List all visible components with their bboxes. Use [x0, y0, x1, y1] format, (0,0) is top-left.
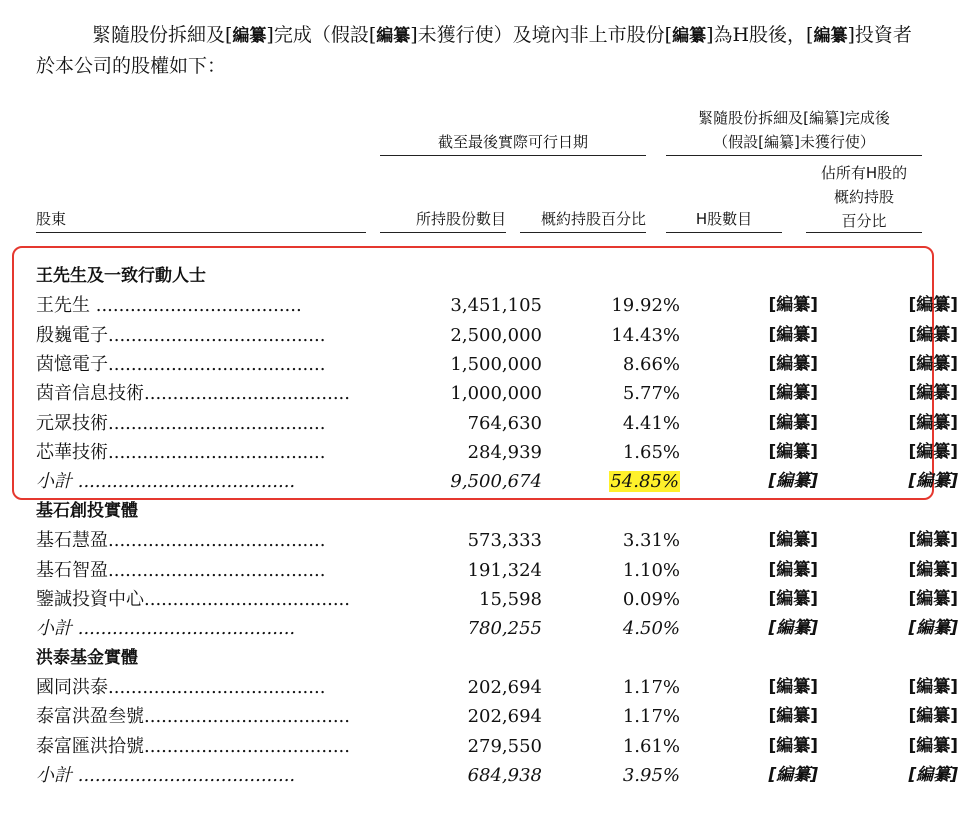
h-shares-cell: [編纂]: [768, 354, 818, 375]
table-row: [36, 526, 958, 555]
shares-held-cell: 3,451,105: [450, 295, 542, 317]
intro-text-5: ]投資者於本公司的股權如下：: [36, 24, 912, 77]
table-row: [36, 556, 958, 585]
subtotal-row: [36, 467, 958, 496]
h-pct-cell: [編纂]: [908, 764, 958, 785]
intro-text-2: ]完成（假設[: [266, 24, 377, 46]
table-row: [36, 438, 958, 467]
h-shares-cell: [編纂]: [768, 764, 818, 785]
h-shares-cell: [編纂]: [768, 676, 818, 697]
approx-pct-cell: 1.61%: [622, 735, 680, 757]
approx-pct-cell: 1.10%: [622, 559, 680, 581]
h-shares-cell: [編纂]: [768, 442, 818, 463]
approx-pct-cell: 8.66%: [622, 354, 680, 376]
intro-paragraph: [36, 20, 926, 81]
h-shares-cell: [編纂]: [768, 588, 818, 609]
h-shares-cell: [編纂]: [768, 295, 818, 316]
table-row: [36, 350, 958, 379]
table-row: [36, 702, 958, 731]
h-shares-cell: [編纂]: [768, 706, 818, 727]
approx-pct-cell: 3.31%: [622, 530, 680, 552]
redacted-mark: 編纂: [232, 26, 267, 46]
h-shares-cell: [編纂]: [768, 471, 818, 492]
approx-pct-cell: [556, 467, 680, 496]
h-pct-cell: [編纂]: [908, 676, 958, 697]
header-rule-as-of: [380, 155, 646, 156]
highlighted-percentage: 54.85%: [610, 471, 679, 493]
h-shares-cell: [編纂]: [768, 412, 818, 433]
redacted-mark: 編纂: [376, 26, 411, 46]
shares-held-cell: 279,550: [467, 735, 542, 757]
approx-pct-cell: 1.17%: [622, 676, 680, 698]
shares-held-cell: 1,000,000: [450, 383, 542, 405]
shareholder-name: 茵音信息技術....................................: [36, 383, 350, 405]
shares-held-cell: 780,255: [467, 618, 542, 640]
header-rule-h-shares: [666, 232, 782, 233]
h-shares-cell: [編纂]: [768, 530, 818, 551]
approx-pct-cell: 4.41%: [622, 412, 680, 434]
redacted-mark: 編纂: [813, 26, 848, 46]
h-pct-cell: [編纂]: [908, 354, 958, 375]
header-rule-holder: [36, 232, 366, 233]
shares-held-cell: 573,333: [467, 530, 542, 552]
shareholder-name: 基石慧盈......................................: [36, 530, 326, 552]
shares-held-cell: 15,598: [479, 588, 542, 610]
shares-held-cell: 202,694: [467, 676, 542, 698]
table-row: [36, 409, 958, 438]
approx-pct-cell: 1.17%: [622, 706, 680, 728]
h-pct-cell: [編纂]: [908, 706, 958, 727]
shares-held-cell: 284,939: [467, 442, 542, 464]
h-pct-cell: [編纂]: [908, 471, 958, 492]
table-row: [36, 673, 958, 702]
shareholder-name: 小計 ......................................: [36, 471, 296, 493]
shareholder-name: 基石智盈......................................: [36, 559, 326, 581]
approx-pct-cell: 5.77%: [622, 383, 680, 405]
group-heading-row: [36, 644, 926, 673]
h-shares-cell: [編纂]: [768, 383, 818, 404]
group-heading-row: [36, 262, 926, 291]
h-shares-cell: [編纂]: [768, 559, 818, 580]
subtotal-row: [36, 761, 958, 790]
shares-held-cell: 1,500,000: [450, 354, 542, 376]
shareholder-name: 小計 ......................................: [36, 764, 296, 786]
h-shares-cell: [編纂]: [768, 618, 818, 639]
header-rule-h-pct: [806, 232, 922, 233]
table-row: [36, 732, 958, 761]
group-heading-row: [36, 497, 926, 526]
header-rule-shares: [380, 232, 506, 233]
shareholder-name: 芯華技術......................................: [36, 442, 326, 464]
shareholder-name: 王先生 ....................................: [36, 295, 302, 317]
shareholder-name: 鑒誠投資中心....................................: [36, 588, 350, 610]
subtotal-row: [36, 614, 958, 643]
shareholder-name: 小計 ......................................: [36, 618, 296, 640]
h-pct-cell: [編纂]: [908, 442, 958, 463]
intro-text-3: ]未獲行使）及境內非上市股份[: [410, 24, 673, 46]
header-approx-pct: 概約持股百分比: [540, 210, 646, 228]
header-rule-after-split: [666, 155, 922, 156]
table-row: [36, 321, 958, 350]
redacted-mark: 編纂: [672, 26, 707, 46]
shares-held-cell: 9,500,674: [450, 471, 542, 493]
shareholder-name: 泰富洪盈叁號....................................: [36, 706, 350, 728]
h-shares-cell: [編纂]: [768, 324, 818, 345]
header-shareholder: 股東: [36, 210, 67, 228]
header-h-pct-line2: 概約持股: [833, 188, 894, 206]
shareholder-name: 茵憶電子......................................: [36, 354, 326, 376]
h-pct-cell: [編纂]: [908, 588, 958, 609]
table-row: [36, 379, 958, 408]
shareholder-name: 王先生及一致行動人士: [36, 266, 206, 286]
h-pct-cell: [編纂]: [908, 530, 958, 551]
approx-pct-cell: 4.50%: [622, 618, 680, 640]
header-h-pct-line1: 佔所有H股的: [820, 164, 908, 182]
table-row: [36, 291, 958, 320]
h-pct-cell: [編纂]: [908, 735, 958, 756]
header-h-shares: H股數目: [695, 210, 753, 228]
shareholder-name: 元眾技術......................................: [36, 412, 326, 434]
header-after-split-line2: （假設[編纂]未獲行使）: [713, 133, 875, 151]
header-h-pct-line3: 百分比: [841, 212, 887, 230]
approx-pct-cell: 19.92%: [611, 295, 680, 317]
approx-pct-cell: 14.43%: [611, 324, 680, 346]
approx-pct-cell: 0.09%: [622, 588, 680, 610]
h-pct-cell: [編纂]: [908, 618, 958, 639]
shares-held-cell: 2,500,000: [450, 324, 542, 346]
h-shares-cell: [編纂]: [768, 735, 818, 756]
shareholder-name: 洪泰基金實體: [36, 647, 138, 668]
header-rule-pct: [520, 232, 646, 233]
shareholder-name: 殷巍電子......................................: [36, 324, 326, 346]
approx-pct-cell: 3.95%: [622, 764, 680, 786]
h-pct-cell: [編纂]: [908, 383, 958, 404]
h-pct-cell: [編纂]: [908, 295, 958, 316]
shareholder-name: 泰富匯洪拾號....................................: [36, 735, 350, 757]
intro-text-1: 緊隨股份拆細及[: [92, 24, 233, 46]
header-after-split-line1: 緊隨股份拆細及[編纂]完成後: [698, 109, 890, 127]
header-shares-held: 所持股份數目: [415, 210, 506, 228]
approx-pct-cell: 1.65%: [622, 442, 680, 464]
intro-text-4: ]為H股後，[: [706, 24, 814, 46]
shares-held-cell: 202,694: [467, 706, 542, 728]
shareholder-name: 國同洪泰......................................: [36, 676, 326, 698]
header-as-of-date: 截至最後實際可行日期: [437, 133, 588, 151]
shares-held-cell: 764,630: [467, 412, 542, 434]
table-row: [36, 585, 958, 614]
shares-held-cell: 191,324: [467, 559, 542, 581]
shares-held-cell: 684,938: [467, 764, 542, 786]
h-pct-cell: [編纂]: [908, 412, 958, 433]
shareholder-name: 基石創投實體: [36, 500, 138, 521]
h-pct-cell: [編纂]: [908, 324, 958, 345]
h-pct-cell: [編纂]: [908, 559, 958, 580]
